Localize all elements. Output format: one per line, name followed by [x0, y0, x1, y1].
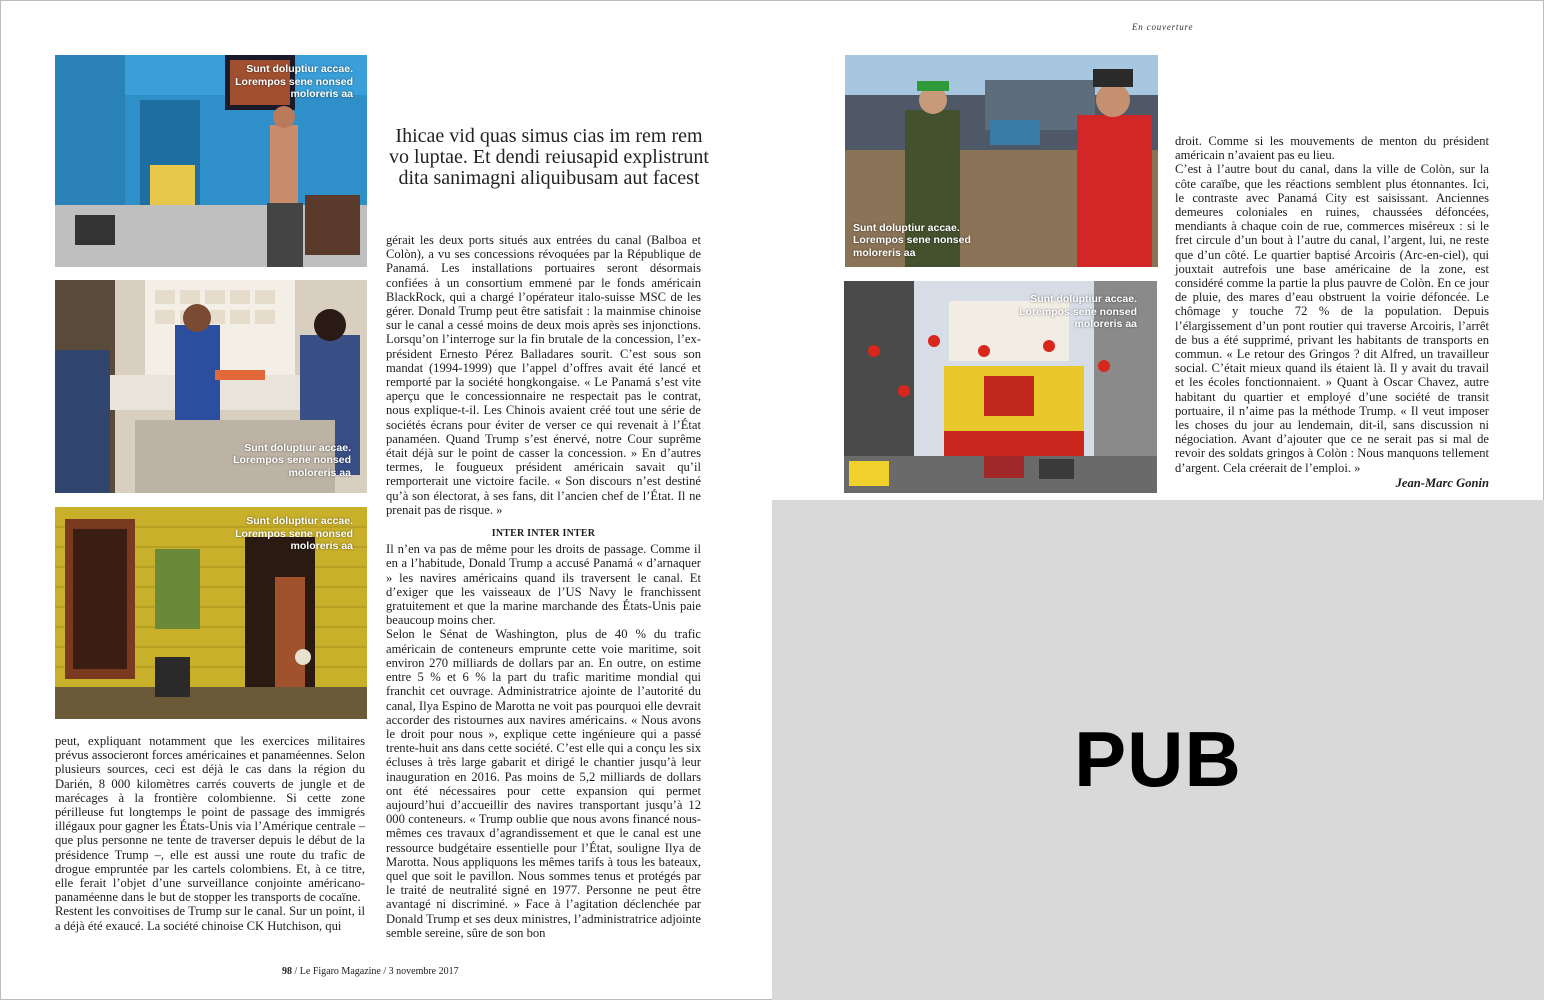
intertitle: INTER INTER INTER	[491, 528, 596, 540]
article-column-2	[386, 233, 701, 940]
photo-blue-room	[55, 55, 367, 267]
page-folio	[282, 966, 459, 977]
paragraph: Restent les convoitises de Trump sur le canal. Sur un point, il a déjà été exaucé. La société chinoise CK Hutchison, qui	[55, 904, 365, 933]
publication-line: / Le Figaro Magazine / 3 novembre 2017	[292, 966, 459, 977]
photo-caption: Sunt doluptiur accae. Lorempos sene nonsed moloreris aa	[235, 515, 353, 552]
pull-quote: Ihicae vid quas simus cias im rem rem vo luptae. Et dendi reiusapid explistrunt dita sanimagni aliquibusam aut facest	[389, 125, 709, 189]
photo-caption: Sunt doluptiur accae. Lorempos sene nonsed moloreris aa	[853, 221, 971, 259]
photo-caption: Sunt doluptiur accae. Lorempos sene nonsed moloreris aa	[233, 441, 351, 479]
advertisement-block	[772, 500, 1544, 1000]
photo-two-men-port	[845, 55, 1158, 267]
author-signature: Jean-Marc Gonin	[1395, 475, 1489, 490]
paragraph: gérait les deux ports situés aux entrées du canal (Balboa et Colòn), a vu ses concessions révoquées par la République de Panamá. Les installations portuaires seront désormais confiées à un consortium emmené par le fonds américain BlackRock, qui a chargé l’opérateur italo-suisse MSC de les gérer. Donald Trump peut être satisfait : la mainmise chinoise sur le canal a cessé moins de deux mois après ses injonctions. Lorsqu’on l’interroge sur la fin brutale de la concession, l’ex-président Ernesto Pérez Balladares sourit. C’est sous son mandat (1994-1999) que l’appel d’offres avait été lancé et remporté par la société hongkongaise. « Le Panamá s’est vite aperçu que le concessionnaire ne respectait pas le contrat, nous explique-t-il. Les Chinois avaient créé tout une série de sociétés écrans pour éviter de verser ce qui revenait à l’État panaméen. Quand Trump s’est énervé, notre Cour suprême était déjà sur le point de casser la concession. » En d’autres termes, le fougueux président américain savait qu’il remporterait une victoire facile. « Son discours n’est destiné qu’à son électorat, à ses fans, dit l’ancien chef de l’État. Il ne prenait pas de risque. »	[386, 233, 701, 517]
paragraph: droit. Comme si les mouvements de menton du président américain n’avaient pas eu lieu.	[1175, 134, 1489, 163]
photo-chinatown-street	[844, 281, 1157, 493]
photo-caption: Sunt doluptiur accae. Lorempos sene nonsed moloreris aa	[235, 63, 353, 100]
paragraph: peut, expliquant notamment que les exercices militaires prévus associeront forces américaines et panaméennes. Selon plusieurs sources, ceci est déjà le cas dans la région du Darién, 8 000 kilomètres carrés couverts de jungle et de marécages à la frontière colombienne. Si cette zone périlleuse fut longtemps le point de passage des immigrés illégaux pour gagner les États-Unis via l’Amérique centrale – que plus personne ne tente de traverser depuis le début de la présidence Trump –, elle est aussi une route du trafic de drogue empruntée par les cartels colombiens. Et, à ce titre, elle ferait l’objet d’une surveillance conjointe américano-panaméenne dans le but de stopper les transports de cocaïne.	[55, 734, 365, 905]
article-column-1	[55, 734, 365, 933]
section-label: En couverture	[1132, 22, 1194, 32]
photo-yellow-facade	[55, 507, 367, 719]
advertisement-label: PUB	[1074, 715, 1242, 803]
article-column-3	[1175, 134, 1489, 490]
page-number: 98	[282, 966, 292, 977]
paragraph: C’est à l’autre bout du canal, dans la ville de Colòn, sur la côte caraïbe, que les réactions semblent plus étonnantes. Ici, le contraste avec Panamá City est saisissant. Anciennes demeures coloniales en ruines, chaussées défoncées, mendiants à chaque coin de rue, commerces miséreux : si le fret circule d’un bout à l’autre du canal, l’argent, lui, ne reste que d’un côté. Le quartier baptisé Arcoiris (Arc-en-ciel), qui jouxtait autrefois une base américaine de la zone, est considéré comme la partie la plus pauvre de Colòn. En ce jour de pluie, des mares d’eau obstruent la voirie défoncée. Le chômage y touche 72 % de la population. Depuis l’élargissement d’un pont routier qui traverse Arcoiris, l’arrêt de bus a été supprimé, privant les habitants de transports en commun. « Le retour des Gringos ? dit Alfred, un travailleur social. C’était mieux quand ils étaient là. Il y avait du travail et les écoles fonctionnaient. » Quant à Oscar Chavez, autre habitant du quartier et employé d’une société de transit portuaire, il n’aime pas la méthode Trump. « Il veut imposer les choses du jour au lendemain, dit-il, sans discussion ni négociation. Avant d’ajouter que ce ne serait pas si mal de revoir des soldats gringos à Colòn : Nous manquons tellement d’argent. Cela créerait de l’emploi. »	[1175, 162, 1489, 475]
paragraph: Il n’en va pas de même pour les droits de passage. Comme il en a l’habitude, Donald Trump a accusé Panamá « d’arnaquer » les navires américains quand ils traversent le canal. Et d’exiger que les vaisseaux de l’US Navy le franchissent gratuitement et que la marine marchande des États-Unis paie beaucoup moins cher.	[386, 542, 701, 628]
paragraph: Selon le Sénat de Washington, plus de 40 % du trafic américain de conteneurs emprunte cette voie maritime, soit environ 270 milliards de dollars par an. En outre, on estime entre 5 % et 6 % la part du trafic maritime mondial qui franchit cet ouvrage. Administratrice ajointe de l’autorité du canal, Ilya Espino de Marotta ne voit pas pourquoi elle devrait accorder des ristournes aux navires américains. « Nous avons le droit pour nous », explique cette ingénieure qui a passé trente-huit ans dans cette société. C’est elle qui a conçu les six écluses à très large gabarit et dirigé le chantier jusqu’à leur inauguration en 2016. Pas moins de 5,2 milliards de dollars ont été nécessaires pour cette expansion qui permet aujourd’hui d’accueillir des navires transportant jusqu’à 12 000 conteneurs. « Trump oublie que nous avons financé nous-mêmes ces travaux d’agrandissement et que le canal est une ressource budgétaire essentielle pour l’État, souligne Ilya de Marotta. Nous appliquons les mêmes tarifs à tous les bateaux, quel que soit le pavillon. Nous sommes tenus et protégés par le traité de neutralité signé en 1977. Personne ne peut être avantagé ni discriminé. » Face à l’agitation déclenchée par Donald Trump et ses deux ministres, l’administratrice adjointe semble sereine, sûre de son bon	[386, 627, 701, 940]
photo-dining-table	[55, 280, 367, 493]
photo-caption: Sunt doluptiur accae. Lorempos sene nonsed moloreris aa	[1019, 293, 1137, 330]
